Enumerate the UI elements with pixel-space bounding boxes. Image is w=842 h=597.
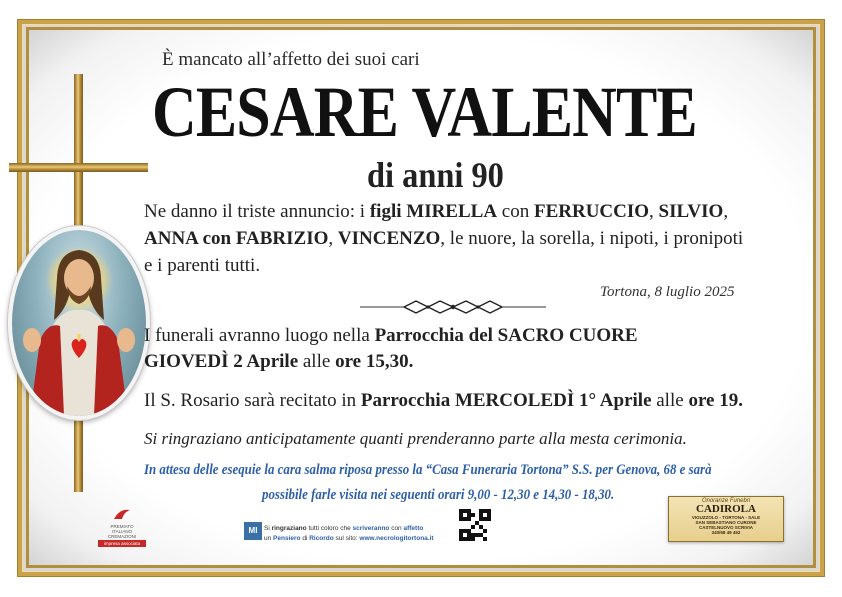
rosary-bold: ore 19. [688, 390, 743, 411]
qr-code-icon[interactable] [459, 509, 491, 545]
plate-line: VIGUZZOLO - TORTONA - SALE [691, 515, 761, 520]
viewing-line-2: possibile farle visita nei seguenti orari 9,00 - 12,30 e 14,30 - 18,30. [262, 487, 615, 503]
announcement-text: e i parenti tutti. [144, 255, 261, 276]
flame-logo-icon [112, 508, 132, 520]
sacred-heart-image [8, 226, 150, 420]
note-bold: Ricordo [309, 535, 334, 542]
note-text: sul sito: [333, 535, 360, 542]
plate-phone: 340/68 49 452 [711, 530, 741, 535]
announcement-paragraph [144, 198, 804, 279]
note-bold: affetto [403, 525, 424, 532]
plate-subtitle: Onoranze Funebri [701, 498, 751, 504]
cross-horizontal-bar [9, 163, 148, 172]
announcement-bold: VINCENZO [337, 228, 441, 249]
funeral-paragraph [144, 323, 804, 375]
note-text: con [389, 525, 404, 532]
announcement-bold: figli MIRELLA [369, 201, 498, 222]
announcement-bold: SILVIO [658, 201, 724, 222]
announcement-text: Ne danno il triste annuncio: i [144, 201, 370, 222]
funeral-bold: GIOVEDÌ 2 Aprile [144, 351, 299, 372]
seal-badge: impresa associata [98, 540, 146, 547]
note-text: tutti coloro che [306, 525, 353, 532]
association-seal [98, 505, 146, 546]
funeral-text: alle [298, 351, 336, 372]
rosary-text: Il S. Rosario sarà recitato in [144, 390, 361, 411]
rosary-bold: Parrocchia MERCOLEDÌ 1° Aprile [360, 390, 652, 411]
mn-logo-icon: MI [244, 522, 262, 540]
plate-line: CASTELNUOVO SCRIVIA [698, 525, 753, 530]
note-bold: ringraziano [271, 525, 307, 532]
funeral-home-plate [668, 496, 784, 542]
seal-line: PREMIATO [110, 524, 134, 529]
rosary-text: alle [651, 390, 689, 411]
viewing-line-1: In attesa delle esequie la cara salma riposa presso la “Casa Funeraria Tortona” S.S. per Genova, 68 e sarà [144, 462, 712, 478]
deceased-name: CESARE VALENTE [152, 72, 697, 152]
thanks-text: Si ringraziano anticipatamente quanti prenderanno parte alla mesta cerimonia. [144, 429, 687, 448]
intro-text: È mancato all’affetto dei suoi cari [162, 49, 420, 70]
announcement-bold: ANNA con FABRIZIO [144, 228, 329, 249]
date-place: Tortona, 8 luglio 2025 [600, 284, 735, 300]
seal-line: ITALIANO [111, 529, 133, 534]
funeral-bold: ore 15,30. [335, 351, 414, 372]
plate-name: CADIROLA [696, 503, 756, 515]
funeral-bold: Parrocchia del SACRO CUORE [374, 325, 638, 346]
deceased-age: di anni 90 [367, 155, 504, 195]
funeral-text: I funerali avranno luogo nella [144, 325, 375, 346]
announcement-text: con [497, 201, 534, 222]
note-text: di [300, 535, 310, 542]
plate-line: SAN SEBASTIANO CURONE [695, 520, 757, 525]
memorial-note [264, 524, 434, 544]
note-bold: scriveranno [352, 525, 390, 532]
note-text: Si [264, 525, 272, 532]
note-text: un [264, 535, 274, 542]
note-bold: Pensiero [273, 535, 301, 542]
rosary-paragraph [144, 387, 804, 414]
announcement-text: , le nuore, la sorella, i nipoti, i pronipoti [440, 228, 744, 249]
announcement-text: , [328, 228, 338, 249]
announcement-bold: FERRUCCIO [533, 201, 650, 222]
announcement-text: , [723, 201, 729, 222]
seal-line: CREMAZIONI [107, 534, 137, 539]
announcement-text: , [649, 201, 659, 222]
website-link[interactable]: www.necrologitortona.it [359, 535, 434, 542]
ornament-divider [360, 298, 546, 320]
